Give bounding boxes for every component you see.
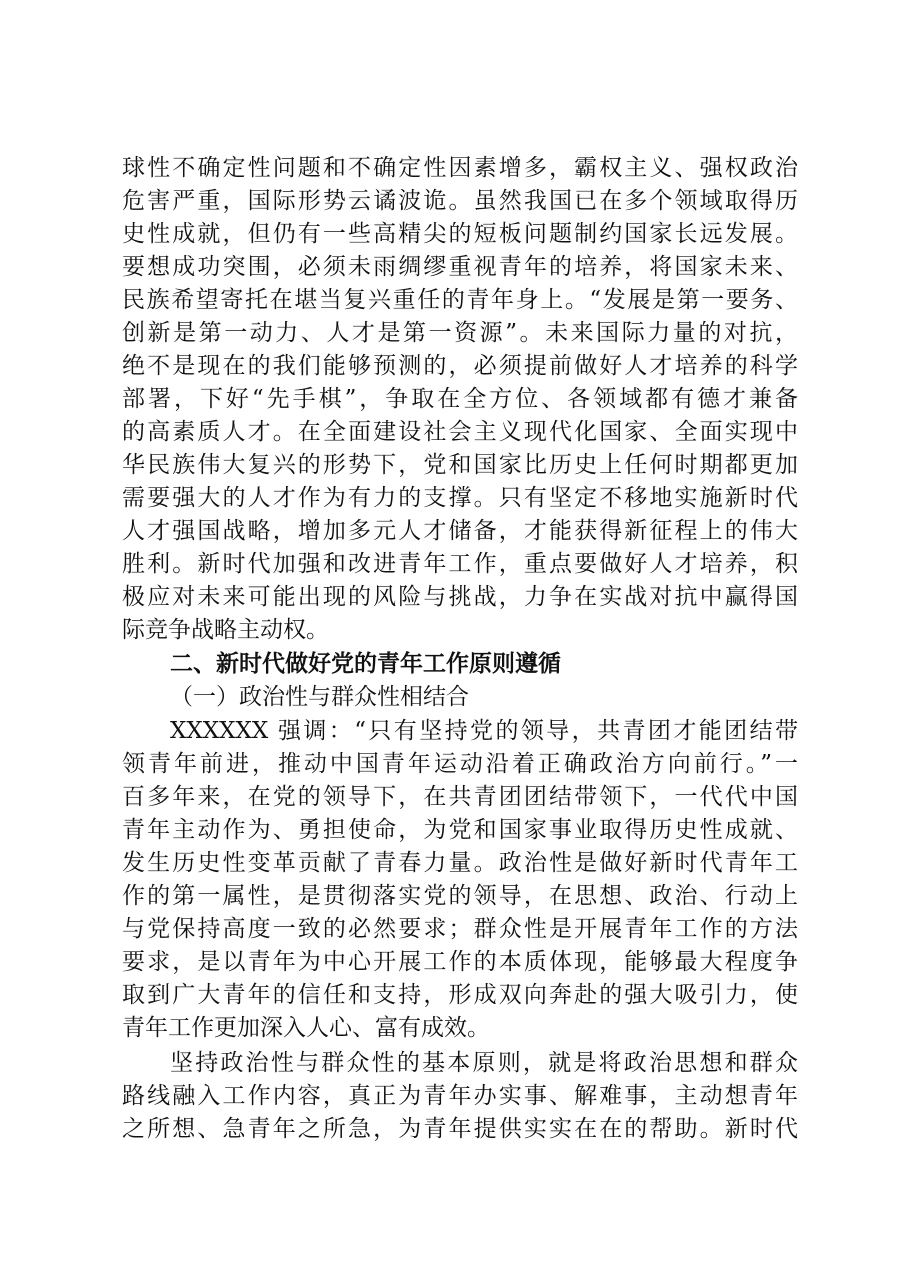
- paragraph-line: XXXXXX 强调：“只有坚持党的领导，共青团才能团结带: [170, 718, 798, 744]
- paragraph-line: 史性成就，但仍有一些高精尖的短板问题制约国家长远发展。: [122, 221, 798, 247]
- paragraph-line: 要想成功突围，必须未雨绸缪重视青年的培养，将国家未来、: [122, 254, 798, 280]
- paragraph-line: 要求，是以青年为中心开展工作的本质体现，能够最大程度争: [122, 949, 798, 975]
- paragraph-line: 极应对未来可能出现的风险与挑战，力争在实战对抗中赢得国: [122, 584, 798, 610]
- paragraph-line: 的高素质人才。在全面建设社会主义现代化国家、全面实现中: [122, 419, 798, 445]
- paragraph-line: 绝不是现在的我们能够预测的，必须提前做好人才培养的科学: [122, 353, 798, 379]
- paragraph-line: 危害严重，国际形势云谲波诡。虽然我国已在多个领域取得历: [122, 188, 798, 214]
- paragraph-line: 青年主动作为、勇担使命，为党和国家事业取得历史性成就、: [122, 817, 798, 843]
- paragraph-line: 创新是第一动力、人才是第一资源”。未来国际力量的对抗，: [122, 320, 798, 346]
- paragraph-line: 胜利。新时代加强和改进青年工作，重点要做好人才培养，积: [122, 551, 798, 577]
- paragraph-line: 华民族伟大复兴的形势下，党和国家比历史上任何时期都更加: [122, 452, 798, 478]
- paragraph-line: 与党保持高度一致的必然要求；群众性是开展青年工作的方法: [122, 916, 798, 942]
- subsection-heading: （一）政治性与群众性相结合: [170, 684, 469, 710]
- paragraph-line: 青年工作更加深入人心、富有成效。: [122, 1015, 490, 1041]
- paragraph-line: 发生历史性变革贡献了青春力量。政治性是做好新时代青年工: [122, 850, 798, 876]
- paragraph-line: 作的第一属性，是贯彻落实党的领导，在思想、政治、行动上: [122, 883, 798, 909]
- paragraph-line: 需要强大的人才作为有力的支撑。只有坚定不移地实施新时代: [122, 485, 798, 511]
- paragraph-line: 百多年来，在党的领导下，在共青团团结带领下，一代代中国: [122, 784, 798, 810]
- section-heading: 二、新时代做好党的青年工作原则遵循: [170, 651, 561, 677]
- paragraph-line: 坚持政治性与群众性的基本原则，就是将政治思想和群众: [170, 1050, 798, 1076]
- paragraph-line: 领青年前进，推动中国青年运动沿着正确政治方向前行。”一: [122, 751, 798, 777]
- paragraph-line: 民族希望寄托在堪当复兴重任的青年身上。“发展是第一要务、: [122, 287, 798, 313]
- paragraph-line: 人才强国战略，增加多元人才储备，才能获得新征程上的伟大: [122, 518, 798, 544]
- paragraph-line: 之所想、急青年之所急，为青年提供实实在在的帮助。新时代: [122, 1116, 798, 1142]
- paragraph-line: 部署，下好“先手棋”，争取在全方位、各领域都有德才兼备: [122, 386, 798, 412]
- paragraph-line: 球性不确定性问题和不确定性因素增多，霸权主义、强权政治: [122, 155, 798, 181]
- paragraph-line: 路线融入工作内容，真正为青年办实事、解难事，主动想青年: [122, 1083, 798, 1109]
- paragraph-line: 际竞争战略主动权。: [122, 617, 329, 643]
- paragraph-line: 取到广大青年的信任和支持，形成双向奔赴的强大吸引力，使: [122, 982, 798, 1008]
